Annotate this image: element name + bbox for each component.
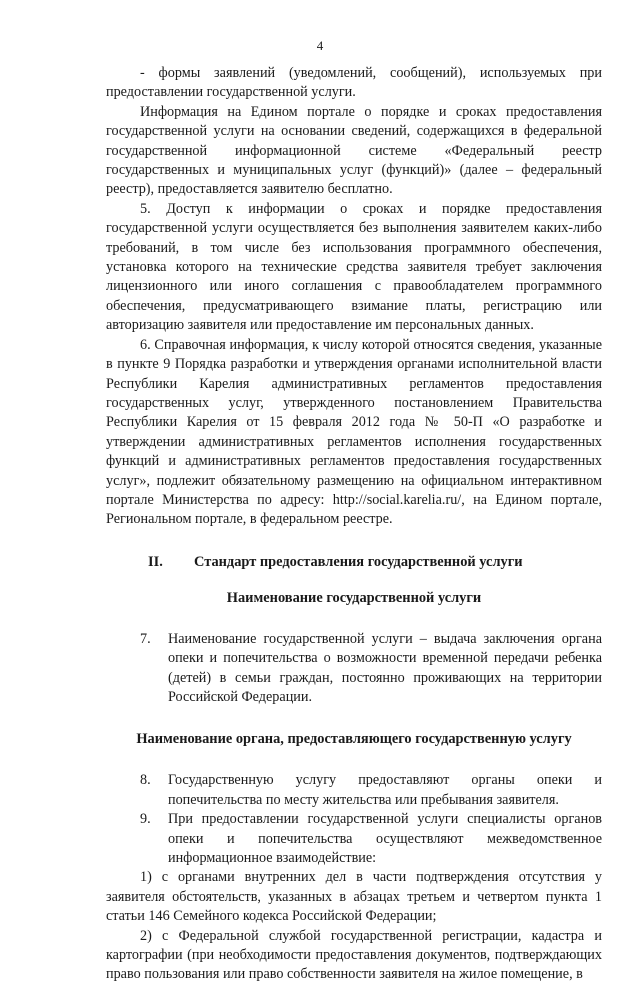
item-9 — [106, 810, 602, 868]
item-7-number: 7. — [140, 630, 151, 647]
paragraph-item-5: 5. Доступ к информации о сроках и порядке предоставления государственной услуги осуществляется без выполнения заявителем каких-либо требований, в том числе без использования программного обеспечения, установка которого на технические средства заявителя требует заключения лицензионного или иного соглашения с правообладателем программного обеспечения, предусматривающего взимание платы, регистрацию или авторизацию заявителя или предоставление им персональных данных. — [106, 200, 602, 334]
paragraph-item-6: 6. Справочная информация, к числу которой относятся сведения, указанные в пункте 9 Порядка разработки и утверждения органами исполнительной власти Республики Карелия административных регламентов предоставления государственных услуг, утвержденного постановлением Правительства Республики Карелия от 15 февраля 2012 года № 50-П «О разработке и утверждении административных регламентов исполнения государственных функций и административных регламентов предоставления государственных услуг», подлежит обязательному размещению на официальном интерактивном портале Министерства по адресу: http://social.karelia.ru/, на Едином портале, Региональном портале, в федеральном реестре. — [106, 336, 602, 528]
subitem-1: 1) с органами внутренних дел в части подтверждения отсутствия у заявителя обстоятельств, указанных в абзацах третьем и четвертом пункта 1 статьи 146 Семейного кодекса Российской Федерации; — [106, 869, 602, 925]
section-heading — [106, 552, 602, 572]
item-7-text: Наименование государственной услуги – выдача заключения органа опеки и попечительства о возможности временной передачи ребенка (детей) в семьи граждан, постоянно проживающих на территории Российской Федерации. — [168, 630, 602, 705]
paragraph-forms-list: - формы заявлений (уведомлений, сообщений), используемых при предоставлении государственной услуги. — [106, 65, 602, 101]
item-8 — [106, 771, 602, 810]
item-9-text: При предоставлении государственной услуги специалисты органов опеки и попечительства осуществляют межведомственное информационное взаимодействие: — [168, 811, 602, 866]
item-8-text: Государственную услугу предоставляют органы опеки и попечительства по месту жительства или пребывания заявителя. — [168, 772, 602, 808]
subitem-2: 2) с Федеральной службой государственной регистрации, кадастра и картографии (при необходимости предоставления документов, подтверждающих право пользования или право собственности заявителя на жилое помещение, в — [106, 927, 602, 983]
paragraph-portal-info: Информация на Едином портале о порядке и сроках предоставления государственной услуги на основании сведений, содержащихся в федеральной государственной информационной системе «Федеральный реестр государственных и муниципальных услуг (функций)» (далее – федеральный реестр), предоставляется заявителю бесплатно. — [106, 103, 602, 198]
subheading-authority: Наименование органа, предоставляющего государственную услугу — [136, 731, 572, 748]
page-number: 4 — [316, 38, 324, 53]
item-9-number: 9. — [140, 811, 151, 828]
section-title: Стандарт предоставления государственной услуги — [194, 553, 523, 570]
section-number: II. — [148, 553, 163, 570]
item-8-number: 8. — [140, 772, 151, 789]
subheading-service-name: Наименование государственной услуги — [226, 589, 482, 606]
document-body — [106, 64, 602, 985]
item-7 — [106, 630, 602, 708]
